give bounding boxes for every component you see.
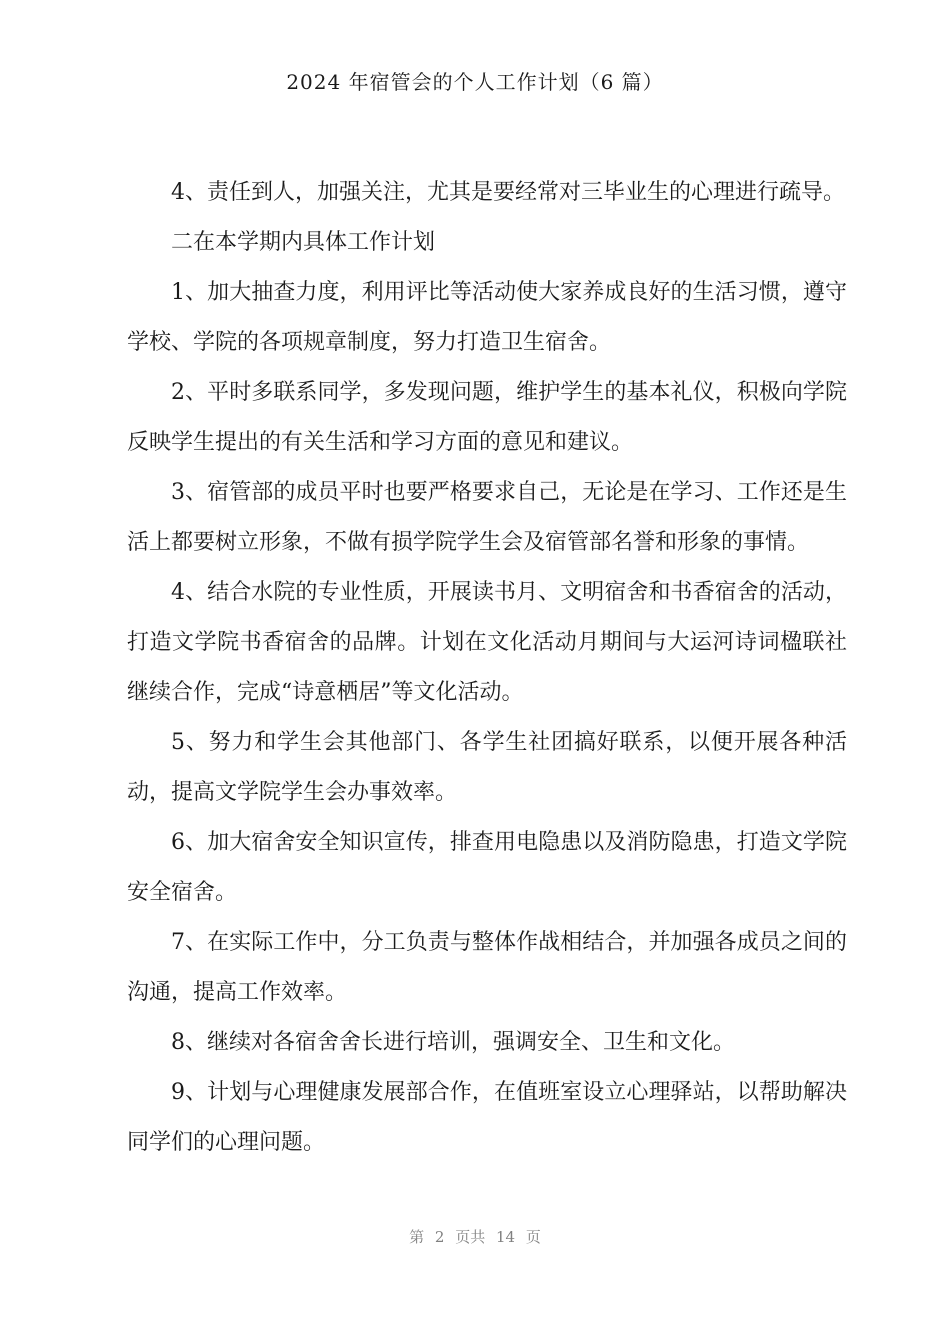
paragraph: 4、结合水院的专业性质，开展读书月、文明宿舍和书香宿舍的活动，打造文学院书香宿舍的品牌。计划在文化活动月期间与大运河诗词楹联社继续合作，完成“诗意栖居”等文化活动。: [127, 580, 847, 705]
page-title: 2024 年宿管会的个人工作计划（6 篇）: [286, 70, 664, 94]
paragraph: 8、继续对各宿舍舍长进行培训，强调安全、卫生和文化。: [171, 1030, 735, 1055]
paragraph: 7、在实际工作中，分工负责与整体作战相结合，并加强各成员之间的沟通，提高工作效率。: [127, 930, 847, 1005]
document-body: [127, 168, 847, 1168]
section-heading: 二在本学期内具体工作计划: [171, 230, 436, 255]
paragraph: 5、努力和学生会其他部门、各学生社团搞好联系，以便开展各种活动，提高文学院学生会办事效率。: [127, 730, 847, 805]
paragraph: 3、宿管部的成员平时也要严格要求自己，无论是在学习、工作还是生活上都要树立形象，不做有损学院学生会及宿管部名誉和形象的事情。: [127, 480, 847, 555]
paragraph: 1、加大抽查力度，利用评比等活动使大家养成良好的生活习惯，遵守学校、学院的各项规章制度，努力打造卫生宿舍。: [127, 280, 847, 355]
paragraph: 9、计划与心理健康发展部合作，在值班室设立心理驿站，以帮助解决同学们的心理问题。: [127, 1080, 847, 1155]
paragraph: 6、加大宿舍安全知识宣传，排查用电隐患以及消防隐患，打造文学院安全宿舍。: [127, 830, 847, 905]
page-number-footer: 第 2 页共 14 页: [409, 1228, 541, 1246]
paragraph: 4、责任到人，加强关注，尤其是要经常对三毕业生的心理进行疏导。: [171, 180, 845, 205]
paragraph: 2、平时多联系同学，多发现问题，维护学生的基本礼仪，积极向学院反映学生提出的有关生活和学习方面的意见和建议。: [127, 380, 847, 455]
